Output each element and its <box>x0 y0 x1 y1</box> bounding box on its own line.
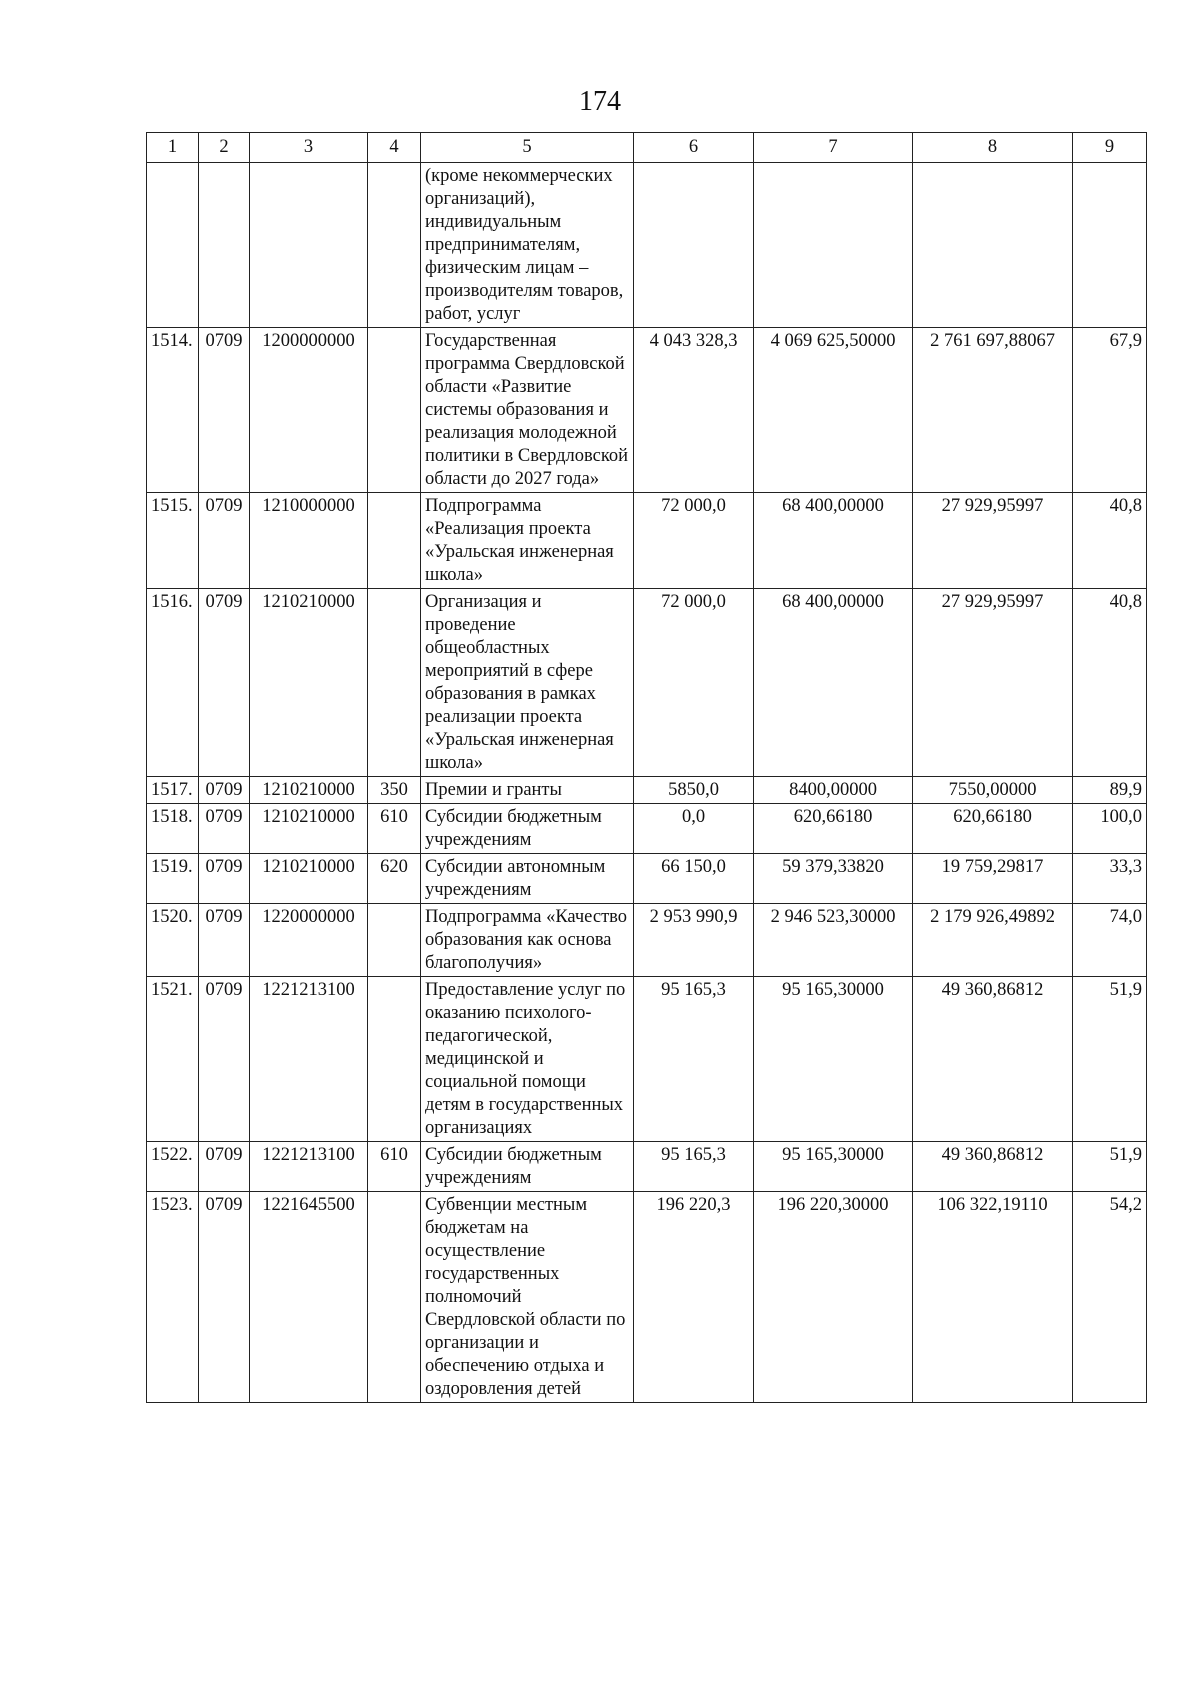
value-col7-cell: 68 400,00000 <box>754 493 913 589</box>
table-row <box>147 804 1147 854</box>
value-col6-cell: 72 000,0 <box>634 493 754 589</box>
target-article-cell: 1220000000 <box>250 904 368 977</box>
percent-cell <box>1073 163 1147 328</box>
value-col6-cell: 66 150,0 <box>634 854 754 904</box>
value-col8-cell: 620,66180 <box>913 804 1073 854</box>
target-article-cell <box>250 163 368 328</box>
row-number-cell: 1517. <box>147 777 199 804</box>
expense-type-cell <box>368 977 421 1142</box>
budget-table <box>146 132 1147 1403</box>
column-header: 6 <box>634 133 754 163</box>
expense-type-cell <box>368 163 421 328</box>
percent-cell: 89,9 <box>1073 777 1147 804</box>
value-col7-cell <box>754 163 913 328</box>
section-code-cell: 0709 <box>199 854 250 904</box>
section-code-cell <box>199 163 250 328</box>
value-col8-cell: 27 929,95997 <box>913 589 1073 777</box>
value-col7-cell: 196 220,30000 <box>754 1192 913 1403</box>
item-name-cell: Премии и гранты <box>421 777 634 804</box>
section-code-cell: 0709 <box>199 804 250 854</box>
section-code-cell: 0709 <box>199 493 250 589</box>
value-col7-cell: 620,66180 <box>754 804 913 854</box>
section-code-cell: 0709 <box>199 977 250 1142</box>
section-code-cell: 0709 <box>199 589 250 777</box>
value-col6-cell: 5850,0 <box>634 777 754 804</box>
value-col8-cell: 49 360,86812 <box>913 977 1073 1142</box>
column-header: 8 <box>913 133 1073 163</box>
value-col7-cell: 4 069 625,50000 <box>754 328 913 493</box>
value-col7-cell: 95 165,30000 <box>754 977 913 1142</box>
table-row <box>147 328 1147 493</box>
header-row <box>147 133 1147 163</box>
value-col6-cell: 196 220,3 <box>634 1192 754 1403</box>
value-col6-cell: 2 953 990,9 <box>634 904 754 977</box>
target-article-cell: 1210210000 <box>250 777 368 804</box>
value-col7-cell: 95 165,30000 <box>754 1142 913 1192</box>
value-col6-cell: 0,0 <box>634 804 754 854</box>
expense-type-cell: 610 <box>368 1142 421 1192</box>
value-col8-cell: 106 322,19110 <box>913 1192 1073 1403</box>
value-col6-cell: 4 043 328,3 <box>634 328 754 493</box>
column-header: 2 <box>199 133 250 163</box>
section-code-cell: 0709 <box>199 1192 250 1403</box>
table-row <box>147 1192 1147 1403</box>
item-name-cell: Подпрограмма «Реализация проекта «Уральская инженерная школа» <box>421 493 634 589</box>
item-name-cell: Подпрограмма «Качество образования как основа благополучия» <box>421 904 634 977</box>
row-number-cell: 1518. <box>147 804 199 854</box>
column-header: 9 <box>1073 133 1147 163</box>
value-col7-cell: 68 400,00000 <box>754 589 913 777</box>
item-name-cell: Предоставление услуг по оказанию психолого-педагогической, медицинской и социальной помощи детям в государственных организациях <box>421 977 634 1142</box>
table-row <box>147 493 1147 589</box>
item-name-cell: Субсидии бюджетным учреждениям <box>421 804 634 854</box>
value-col8-cell: 7550,00000 <box>913 777 1073 804</box>
item-name-cell: Государственная программа Свердловской области «Развитие системы образования и реализация молодежной политики в Свердловской области до 2027 года» <box>421 328 634 493</box>
target-article-cell: 1221213100 <box>250 977 368 1142</box>
value-col8-cell: 49 360,86812 <box>913 1142 1073 1192</box>
page-number: 174 <box>579 86 621 117</box>
target-article-cell: 1200000000 <box>250 328 368 493</box>
row-number-cell: 1520. <box>147 904 199 977</box>
value-col7-cell: 2 946 523,30000 <box>754 904 913 977</box>
item-name-cell: (кроме некоммерческих организаций), индивидуальным предпринимателям, физическим лицам – производителям товаров, работ, услуг <box>421 163 634 328</box>
percent-cell: 54,2 <box>1073 1192 1147 1403</box>
expense-type-cell: 610 <box>368 804 421 854</box>
table-row <box>147 163 1147 328</box>
row-number-cell: 1516. <box>147 589 199 777</box>
table-row <box>147 777 1147 804</box>
percent-cell: 40,8 <box>1073 589 1147 777</box>
table-row <box>147 854 1147 904</box>
target-article-cell: 1221213100 <box>250 1142 368 1192</box>
section-code-cell: 0709 <box>199 777 250 804</box>
section-code-cell: 0709 <box>199 904 250 977</box>
value-col8-cell: 2 179 926,49892 <box>913 904 1073 977</box>
row-number-cell: 1514. <box>147 328 199 493</box>
expense-type-cell: 350 <box>368 777 421 804</box>
column-header: 1 <box>147 133 199 163</box>
target-article-cell: 1221645500 <box>250 1192 368 1403</box>
value-col6-cell: 72 000,0 <box>634 589 754 777</box>
table-row <box>147 589 1147 777</box>
value-col8-cell: 19 759,29817 <box>913 854 1073 904</box>
row-number-cell: 1519. <box>147 854 199 904</box>
value-col6-cell: 95 165,3 <box>634 1142 754 1192</box>
row-number-cell <box>147 163 199 328</box>
table-row <box>147 904 1147 977</box>
section-code-cell: 0709 <box>199 328 250 493</box>
table-row <box>147 1142 1147 1192</box>
row-number-cell: 1523. <box>147 1192 199 1403</box>
row-number-cell: 1521. <box>147 977 199 1142</box>
item-name-cell: Субсидии автономным учреждениям <box>421 854 634 904</box>
percent-cell: 67,9 <box>1073 328 1147 493</box>
percent-cell: 33,3 <box>1073 854 1147 904</box>
table-row <box>147 977 1147 1142</box>
target-article-cell: 1210210000 <box>250 589 368 777</box>
expense-type-cell <box>368 904 421 977</box>
column-header: 5 <box>421 133 634 163</box>
expense-type-cell <box>368 328 421 493</box>
item-name-cell: Субсидии бюджетным учреждениям <box>421 1142 634 1192</box>
percent-cell: 51,9 <box>1073 1142 1147 1192</box>
value-col7-cell: 8400,00000 <box>754 777 913 804</box>
expense-type-cell <box>368 1192 421 1403</box>
item-name-cell: Организация и проведение общеобластных мероприятий в сфере образования в рамках реализации проекта «Уральская инженерная школа» <box>421 589 634 777</box>
value-col8-cell <box>913 163 1073 328</box>
percent-cell: 40,8 <box>1073 493 1147 589</box>
column-header: 4 <box>368 133 421 163</box>
value-col7-cell: 59 379,33820 <box>754 854 913 904</box>
column-header: 3 <box>250 133 368 163</box>
expense-type-cell <box>368 493 421 589</box>
value-col8-cell: 27 929,95997 <box>913 493 1073 589</box>
table-body <box>147 163 1147 1403</box>
row-number-cell: 1515. <box>147 493 199 589</box>
target-article-cell: 1210210000 <box>250 854 368 904</box>
column-header: 7 <box>754 133 913 163</box>
item-name-cell: Субвенции местным бюджетам на осуществление государственных полномочий Свердловской области по организации и обеспечению отдыха и оздоровления детей <box>421 1192 634 1403</box>
percent-cell: 100,0 <box>1073 804 1147 854</box>
section-code-cell: 0709 <box>199 1142 250 1192</box>
percent-cell: 51,9 <box>1073 977 1147 1142</box>
expense-type-cell: 620 <box>368 854 421 904</box>
target-article-cell: 1210000000 <box>250 493 368 589</box>
value-col6-cell: 95 165,3 <box>634 977 754 1142</box>
percent-cell: 74,0 <box>1073 904 1147 977</box>
value-col8-cell: 2 761 697,88067 <box>913 328 1073 493</box>
row-number-cell: 1522. <box>147 1142 199 1192</box>
value-col6-cell <box>634 163 754 328</box>
target-article-cell: 1210210000 <box>250 804 368 854</box>
expense-type-cell <box>368 589 421 777</box>
